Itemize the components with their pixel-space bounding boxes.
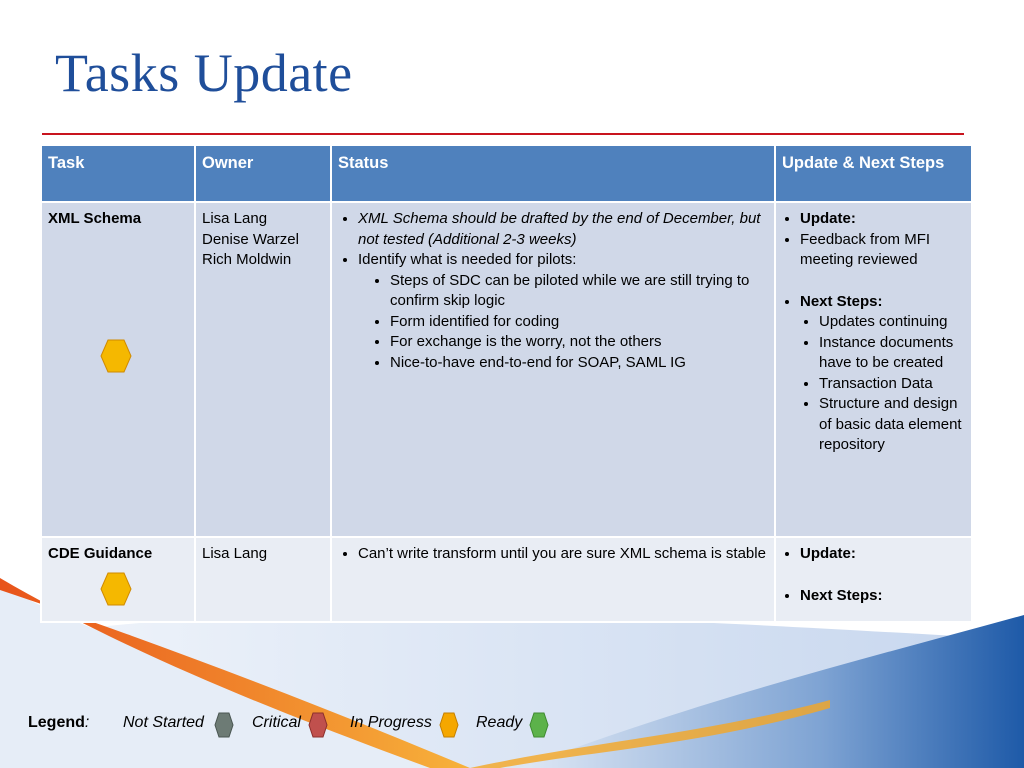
next-step-item: • Transaction Data — [819, 374, 965, 395]
list-spacer — [800, 271, 965, 292]
status-subitem: • For exchange is the worry, not the others — [390, 332, 768, 353]
owner-cell — [195, 202, 331, 537]
owner-name: Rich Moldwin — [202, 251, 292, 268]
legend-title-text: Legend — [28, 714, 85, 731]
status-cell — [331, 537, 775, 622]
update-label: • Update: — [800, 544, 965, 565]
legend-label-critical: Critical — [252, 714, 301, 731]
legend-colon: : — [84, 714, 90, 731]
update-list — [782, 209, 965, 312]
legend-label-ready: Ready — [476, 714, 523, 731]
status-item: • XML Schema should be drafted by the end of December, but not tested (Additional 2-3 weeks) — [358, 209, 768, 250]
next-steps-list — [782, 312, 965, 456]
next-steps-label: • Next Steps: — [800, 292, 965, 313]
status-item: • Identify what is needed for pilots: — [358, 250, 768, 271]
in-progress-status-icon — [100, 339, 132, 373]
table-row — [41, 537, 972, 622]
task-name: XML Schema — [48, 210, 142, 227]
status-list — [338, 209, 768, 271]
status-subitem: • Steps of SDC can be piloted while we are still trying to confirm skip logic — [390, 271, 768, 312]
task-name: CDE Guidance — [48, 545, 153, 562]
ready-hexagon-icon — [529, 712, 549, 738]
status-cell — [331, 202, 775, 537]
legend-title — [28, 714, 89, 732]
not-started-hexagon-icon — [214, 712, 234, 738]
owner-cell — [195, 537, 331, 622]
header-update-next-steps: Update & Next Steps — [775, 145, 972, 202]
update-cell — [775, 202, 972, 537]
title-divider — [42, 133, 964, 135]
task-cell — [41, 537, 195, 622]
update-list — [782, 544, 965, 606]
slide-title: Tasks Update — [55, 43, 353, 103]
table-row — [41, 202, 972, 537]
task-cell — [41, 202, 195, 537]
owner-name: Denise Warzel — [202, 230, 299, 248]
legend — [28, 712, 588, 736]
update-label: • Update: — [800, 209, 965, 230]
status-item: • Can’t write transform until you are sure XML schema is stable — [358, 544, 768, 565]
status-subitem: • Form identified for coding — [390, 312, 768, 333]
next-steps-label: • Next Steps: — [800, 586, 965, 607]
update-item: • Feedback from MFI meeting reviewed — [800, 230, 965, 271]
header-task: Task — [41, 145, 195, 202]
in-progress-status-icon — [100, 572, 132, 606]
in-progress-hexagon-icon — [439, 712, 459, 738]
update-cell — [775, 537, 972, 622]
legend-label-not-started: Not Started — [123, 714, 204, 731]
header-owner: Owner — [195, 145, 331, 202]
next-step-item: • Updates continuing — [819, 312, 965, 333]
next-step-item: • Structure and design of basic data element repository — [819, 394, 965, 456]
critical-hexagon-icon — [308, 712, 328, 738]
legend-label-in-progress: In Progress — [350, 714, 432, 731]
header-status: Status — [331, 145, 775, 202]
tasks-table — [40, 144, 973, 623]
status-subitem: • Nice-to-have end-to-end for SOAP, SAML IG — [390, 353, 768, 374]
owner-name: Lisa Lang — [202, 210, 268, 227]
status-sublist — [338, 271, 768, 374]
status-list — [338, 544, 768, 565]
table-header-row — [41, 145, 972, 202]
owner-name: Lisa Lang — [202, 545, 268, 562]
next-step-item: • Instance documents have to be created — [819, 333, 965, 374]
list-spacer — [800, 565, 965, 586]
